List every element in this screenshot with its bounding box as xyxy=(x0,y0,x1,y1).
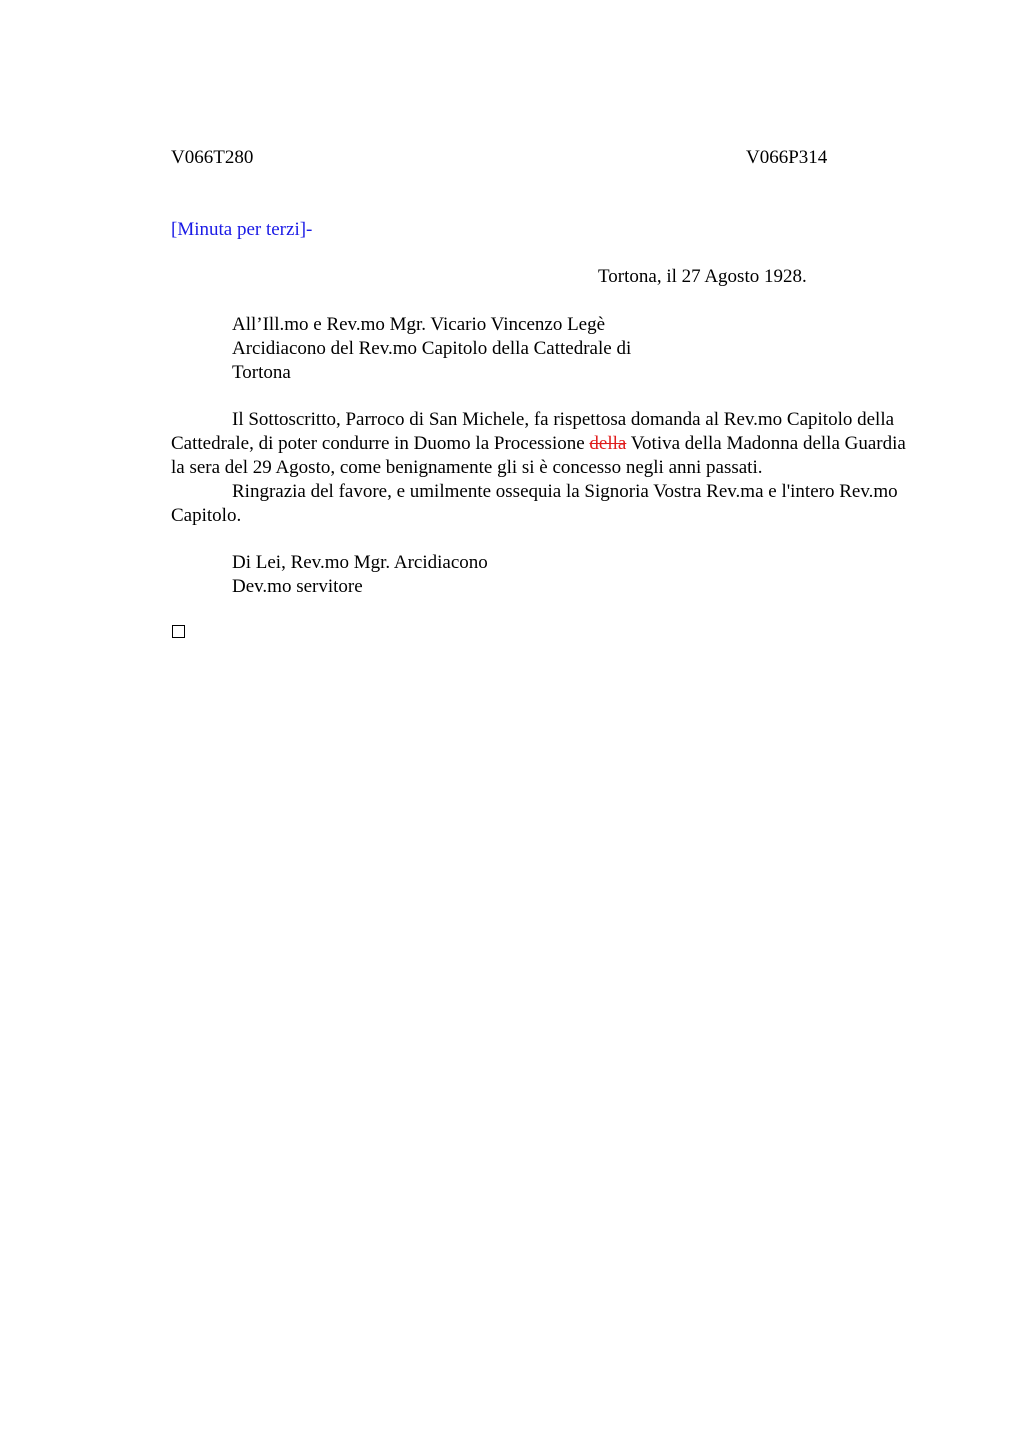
paragraph-text: Il Sottoscritto, Parroco di San Michele, fa rispettosa domanda al Rev.mo Capitolo della Cattedrale, di poter condurre in Duomo la Processione xyxy=(171,409,895,454)
addressee-line: Tortona xyxy=(232,362,291,383)
paragraph-text: Votiva della Madonna della Guardia la sera del 29 Agosto, come benignamente gli si è concesso negli anni passati. xyxy=(171,433,906,478)
letter-body xyxy=(171,408,916,528)
body-paragraph-request xyxy=(171,408,916,480)
addressee-block xyxy=(232,313,631,385)
empty-square-icon xyxy=(172,625,185,638)
reference-code-right: V066P314 xyxy=(746,147,828,168)
closing-line: Dev.mo servitore xyxy=(232,576,363,597)
letter-date: Tortona, il 27 Agosto 1928. xyxy=(598,266,807,287)
struck-word: della xyxy=(589,433,627,454)
addressee-line: Arcidiacono del Rev.mo Capitolo della Cattedrale di xyxy=(232,338,632,359)
reference-code-left: V066T280 xyxy=(171,147,254,168)
closing-block xyxy=(232,551,488,599)
addressee-line: All’Ill.mo e Rev.mo Mgr. Vicario Vincenzo Legè xyxy=(232,314,606,335)
body-paragraph-thanks: Ringrazia del favore, e umilmente ossequia la Signoria Vostra Rev.ma e l'intero Rev.mo Capitolo. xyxy=(171,481,898,526)
closing-line: Di Lei, Rev.mo Mgr. Arcidiacono xyxy=(232,552,488,573)
minuta-heading: [Minuta per terzi]- xyxy=(171,219,313,240)
